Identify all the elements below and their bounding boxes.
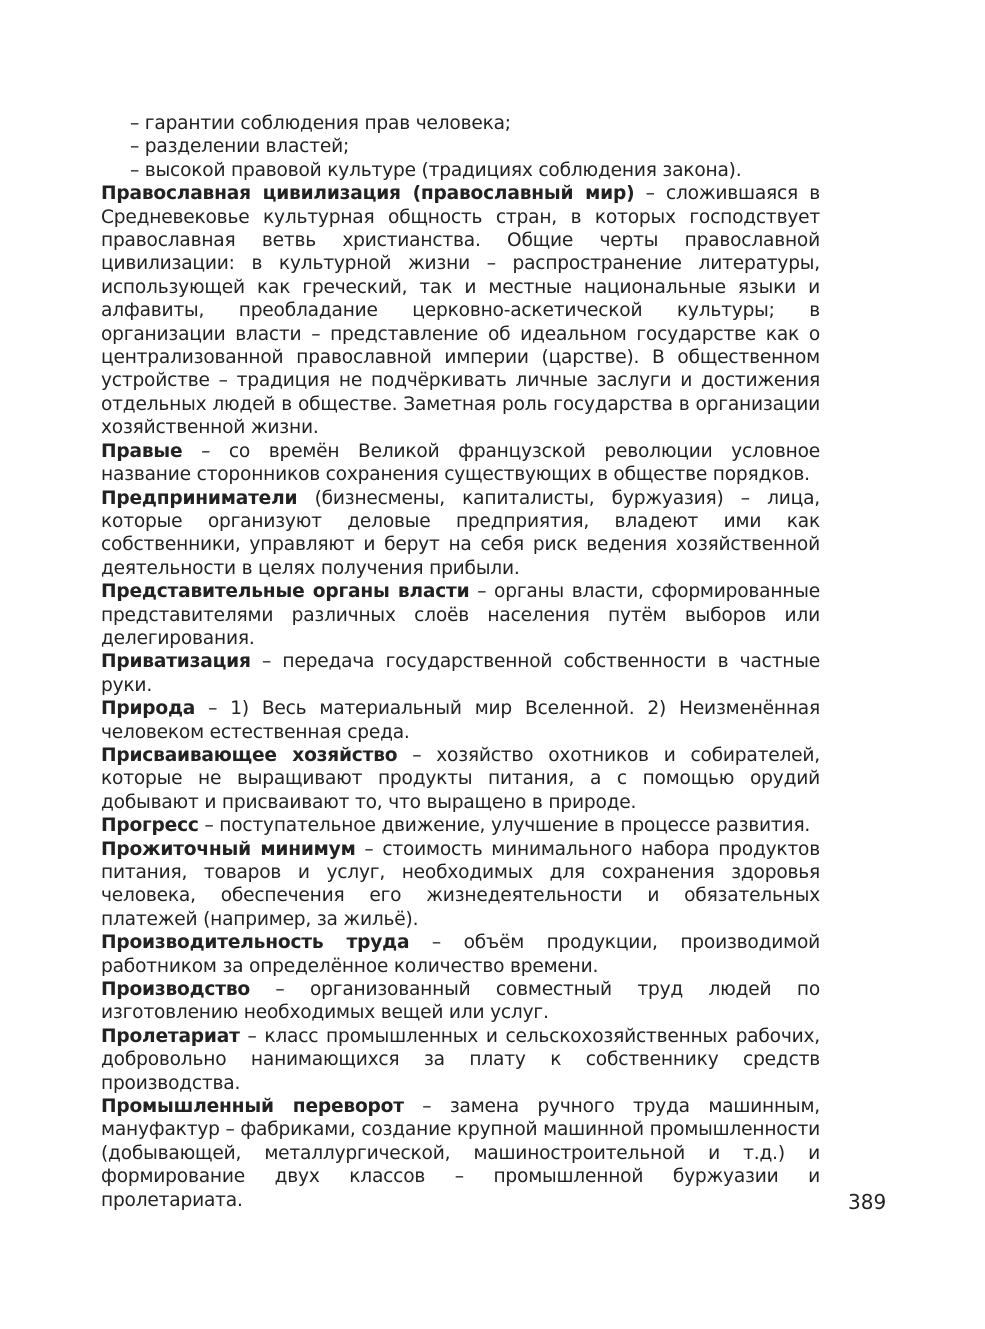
entry-definition: – организованный совместный труд людей по изготовлению необходимых вещей или услуг.: [101, 979, 820, 1024]
entry-term: Предприниматели: [101, 487, 298, 509]
entry-term: Представительные органы власти: [101, 581, 470, 603]
glossary-entry: [101, 978, 820, 1025]
entry-term: Правые: [101, 440, 183, 462]
glossary-entry: [101, 931, 820, 978]
page-number: 389: [848, 1190, 887, 1214]
entry-definition: – со времён Великой французской революции условное название сторонников сохранения существующих в обществе порядков.: [101, 440, 820, 486]
bullet-item: – гарантии соблюдения прав человека;: [130, 113, 511, 134]
entry-definition: – хозяйство охотников и собирателей, которые не выращивают продукты питания, а с помощью орудий добывают и присваивают то, что выращено в природе.: [101, 744, 820, 813]
glossary-entry: [101, 650, 820, 697]
entry-term: Прожиточный минимум: [101, 838, 356, 860]
bullet-item: – разделении властей;: [130, 136, 350, 158]
glossary-entry: [101, 487, 820, 581]
glossary-entry: [101, 1025, 820, 1095]
entry-term: Промышленный переворот: [101, 1096, 404, 1118]
entry-definition: – стоимость минимального набора продуктов питания, товаров и услуг, необходимых для сохранения здоровья человека, обеспечения его жизнедеятельности и обязательных платежей (например, за жильё).: [101, 838, 820, 930]
entry-definition: – класс промышленных и сельскохозяйственных рабочих, добровольно нанимающихся за плату к собственнику средств производства.: [101, 1025, 820, 1094]
entry-definition: – сложившаяся в Средневековье культурная общность стран, в которых господствует православная ветвь христианства. Общие черты православной цивилизации: в культурной жизни – распространение литературы, использующей как греческий, так и местные национальные языки и алфавиты, преобладание церковно-аскетической культуры; в организации власти – представление об идеальном государстве как о централизованной православной империи (царстве). В общественном устройстве – традиция не подчёркивать личные заслуги и достижения отдельных людей в обществе. Заметная роль государства в организации хозяйственной жизни.: [101, 183, 820, 439]
entry-definition: – замена ручного труда машинным, мануфактур – фабриками, создание крупной машинной промышленности (добывающей, металлургической, машиностроительной и т.д.) и формирование двух классов – промышленной буржуазии и пролетариата.: [101, 1096, 820, 1211]
glossary-entry: [101, 1095, 820, 1212]
entry-term: Приватизация: [101, 651, 251, 673]
entry-term: Производство: [101, 979, 250, 1001]
entry-term: Природа: [101, 698, 196, 720]
entry-definition: – объём продукции, производимой работником за определённое количество времени.: [101, 932, 821, 977]
glossary-entry: [101, 838, 820, 932]
glossary-entry: [101, 440, 820, 487]
glossary-entry: [101, 744, 820, 814]
entry-definition: – органы власти, сформированные представителями различных слоёв населения путём выборов или делегирования.: [101, 581, 820, 649]
entry-term: Православная цивилизация (православный мир): [101, 183, 635, 205]
glossary-entry: [101, 182, 820, 439]
entry-definition: (бизнесмены, капиталисты, буржуазия) – лица, которые организуют деловые предприятия, владеют ими как собственники, управляют и берут на себя риск ведения хозяйственной деятельности в целях получения прибыли.: [101, 487, 820, 579]
page-content: [101, 112, 820, 1212]
glossary-entry: [101, 814, 820, 837]
bullet-item: – высокой правовой культуре (традициях соблюдения закона).: [130, 159, 742, 181]
entry-term: Прогресс: [101, 815, 199, 837]
entry-definition: – 1) Весь материальный мир Вселенной. 2) Неизменённая человеком естественная среда.: [101, 698, 820, 743]
entry-term: Присваивающее хозяйство: [101, 744, 398, 766]
entry-definition: – поступательное движение, улучшение в процессе развития.: [198, 815, 811, 837]
glossary-entry: [101, 697, 820, 744]
glossary-entry: [101, 580, 820, 650]
entry-term: Производительность труда: [101, 932, 410, 954]
entry-definition: – передача государственной собственности в частные руки.: [101, 651, 820, 696]
entry-term: Пролетариат: [101, 1025, 240, 1047]
bullet-list: [130, 112, 820, 182]
